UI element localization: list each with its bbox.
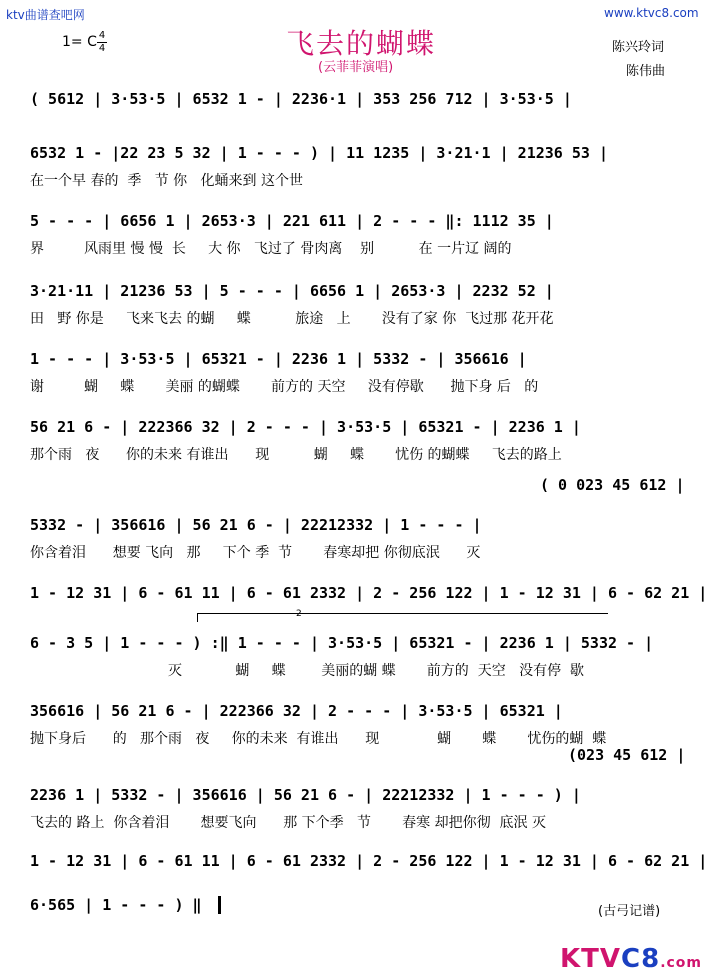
logo-com: .com: [660, 955, 703, 971]
time-signature-bottom: 4: [98, 43, 106, 54]
final-barline: [218, 896, 221, 914]
song-title: 飞去的蝴蝶: [286, 27, 437, 60]
time-signature-top: 4: [98, 30, 106, 41]
watermark-site-url: www.ktvc8.com: [604, 6, 699, 20]
staff-lyrics-8: 你含着泪 想要 飞向 那 下个 季 节 春寒却把 你彻底泯 灭: [30, 545, 481, 561]
volta-bracket: [197, 613, 608, 622]
staff-lyrics-4: 田 野 你是 飞来飞去 的蝴 蝶 旅途 上 没有了家 你 飞过那 花开花: [30, 311, 554, 327]
staff-lyrics-2: 在一个早 春的 季 节 你 化蛹来到 这个世: [30, 173, 303, 189]
logo-ktv: KTV: [560, 944, 622, 974]
staff-lyrics-11: 抛下身后 的 那个雨 夜 你的未来 有谁出 现 蝴 蝶 忧伤的蝴 蝶: [30, 731, 607, 747]
staff-notes-14: 1 - 12 31 | 6 - 61 11 | 6 - 61 2332 | 2 - 256 122 | 1 - 12 31 | 6 - 62 21 |: [30, 852, 708, 870]
staff-notes-9: 1 - 12 31 | 6 - 61 11 | 6 - 61 2332 | 2 - 256 122 | 1 - 12 31 | 6 - 62 21 |: [30, 584, 708, 602]
transcriber-note: (古弓记谱): [598, 904, 661, 919]
staff-lyrics-10: 灭 蝴 蝶 美丽的蝴 蝶 前方的 天空 没有停 歇: [30, 663, 584, 679]
staff-lyrics-5: 谢 蝴 蝶 美丽 的蝴蝶 前方的 天空 没有停歇 抛下身 后 的: [30, 379, 539, 395]
singer-subtitle: (云菲菲演唱): [318, 60, 394, 75]
staff-notes-8: 5332 - | 356616 | 56 21 6 - | 22212332 | 1 - - - |: [30, 516, 482, 534]
watermark-site-name: ktv曲谱查吧网: [6, 8, 85, 22]
staff-notes-1: ( 5612 | 3·53·5 | 6532 1 - | 2236·1 | 353 256 712 | 3·53·5 |: [30, 90, 572, 108]
staff-notes-5: 1 - - - | 3·53·5 | 65321 - | 2236 1 | 5332 - | 356616 |: [30, 350, 527, 368]
volta-number: 2: [296, 609, 302, 619]
staff-lyrics-3: 界 风雨里 慢 慢 长 大 你 飞过了 骨肉离 别 在 一片辽 阔的: [30, 241, 512, 257]
staff-notes-6: 56 21 6 - | 222366 32 | 2 - - - | 3·53·5 | 65321 - | 2236 1 |: [30, 418, 581, 436]
staff-notes-4: 3·21·11 | 21236 53 | 5 - - - | 6656 1 | 2653·3 | 2232 52 |: [30, 282, 554, 300]
logo-c8: C8: [621, 944, 661, 974]
lyricist-credit: 陈兴玲词: [612, 40, 665, 55]
staff-lyrics-13: 飞去的 路上 你含着泪 想要飞向 那 下个季 节 春寒 却把你彻 底泯 灭: [30, 815, 546, 831]
staff-notes-10: 6 - 3 5 | 1 - - - ) :‖ 1 - - - | 3·53·5 | 65321 - | 2236 1 | 5332 - |: [30, 634, 654, 652]
staff-notes-15: 6·565 | 1 - - - ) ‖: [30, 896, 202, 914]
staff-notes-interlude-outro: (023 45 612 |: [568, 746, 686, 764]
staff-notes-11: 356616 | 56 21 6 - | 222366 32 | 2 - - - | 3·53·5 | 65321 |: [30, 702, 563, 720]
staff-lyrics-6: 那个雨 夜 你的未来 有谁出 现 蝴 蝶 忧伤 的蝴蝶 飞去的路上: [30, 447, 562, 463]
composer-credit: 陈伟曲: [626, 64, 666, 79]
site-logo: [560, 944, 702, 974]
staff-notes-3: 5 - - - | 6656 1 | 2653·3 | 221 611 | 2 - - - ‖: 1112 35 |: [30, 212, 554, 230]
staff-notes-interlude-intro: ( 0 023 45 612 |: [540, 476, 685, 494]
staff-notes-13: 2236 1 | 5332 - | 356616 | 56 21 6 - | 22212332 | 1 - - - ) |: [30, 786, 581, 804]
staff-notes-2: 6532 1 - |22 23 5 32 | 1 - - - ) | 11 1235 | 3·21·1 | 21236 53 |: [30, 144, 608, 162]
key-signature: 1= C: [62, 34, 97, 50]
